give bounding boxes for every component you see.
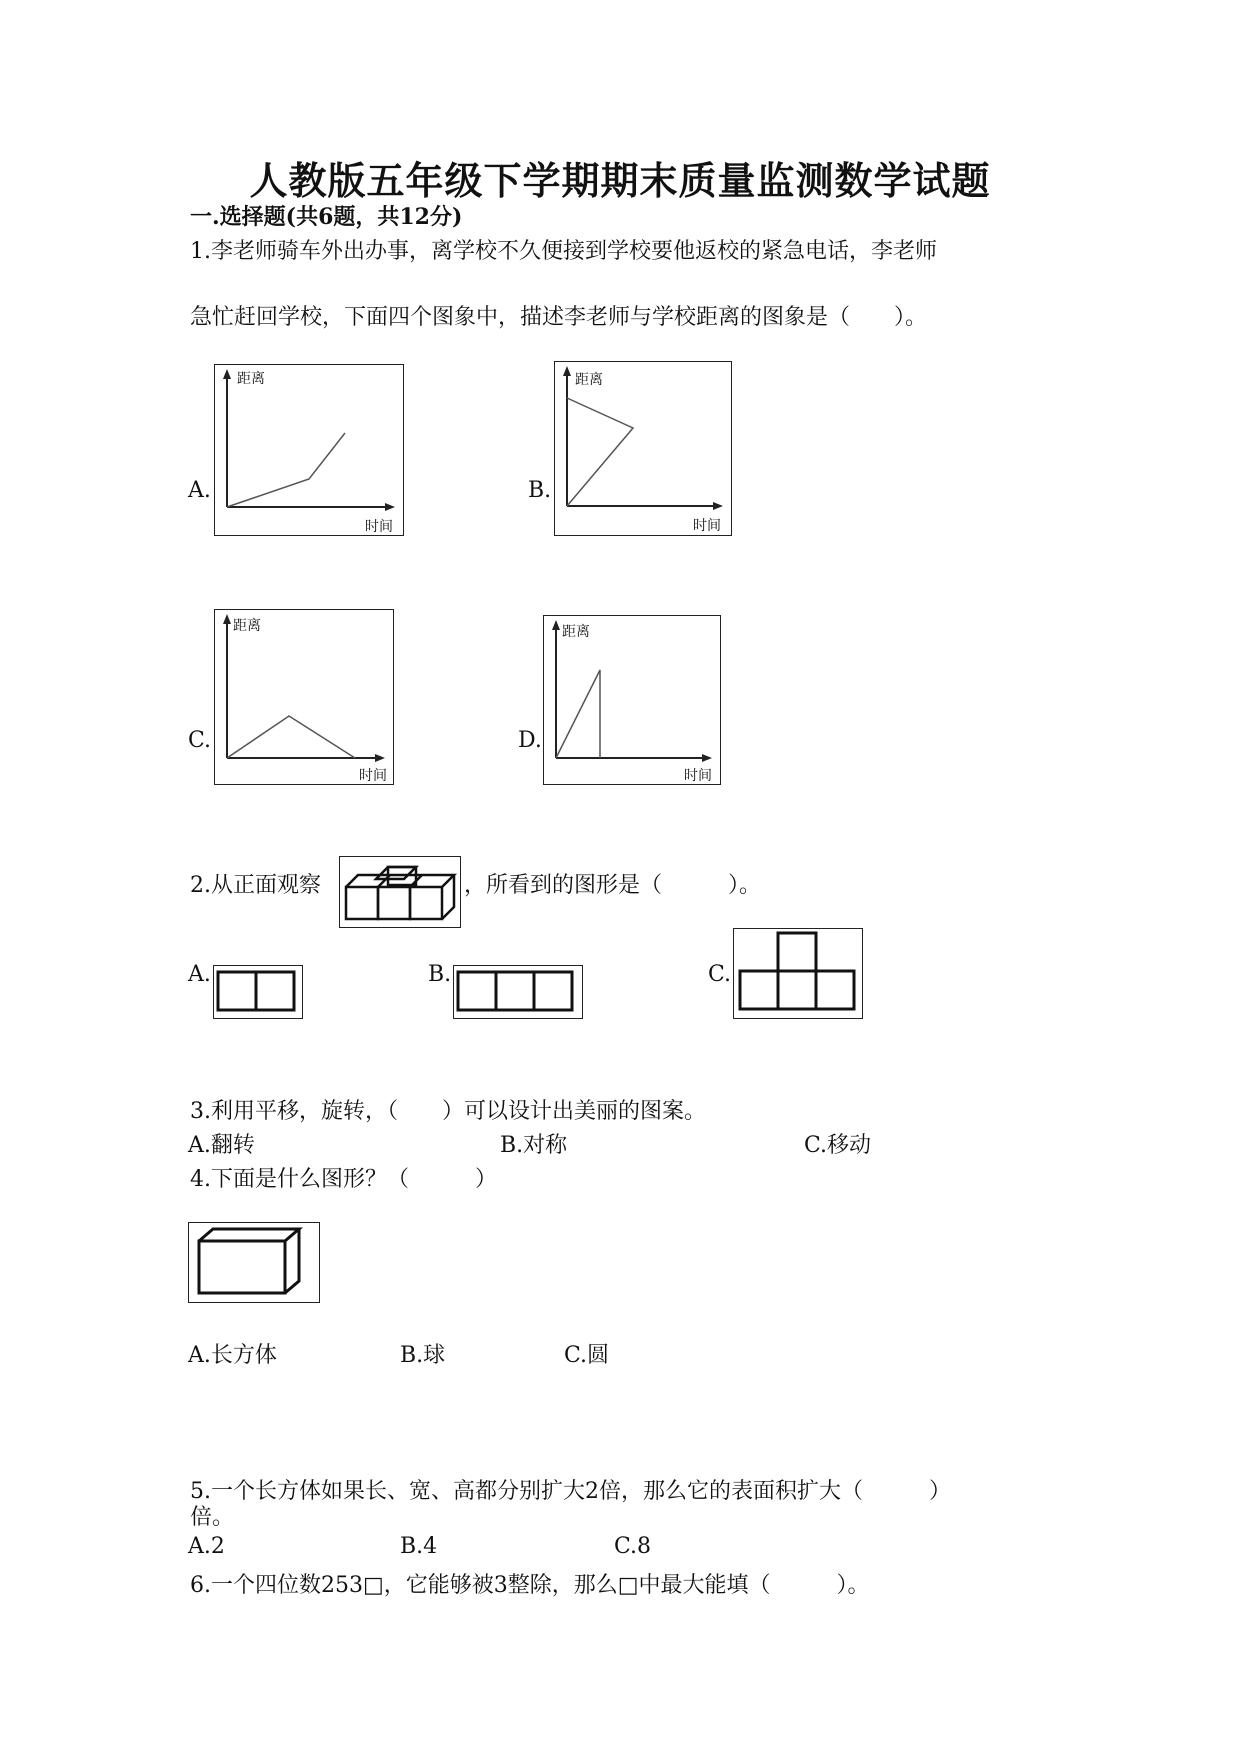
q4-option-a[interactable]: A.长方体 [188,1343,277,1368]
q5-text-line2: 倍。 [190,1505,235,1530]
q2-text-suffix: ，所看到的图形是（ ）。 [464,873,762,898]
q2-b-svg [454,966,582,1018]
q1-graph-d [543,615,721,785]
y-axis-label: 距离 [575,372,603,388]
q2-option-c-label[interactable]: C. [708,962,732,987]
y-axis-arrow [223,369,231,379]
q5-option-a[interactable]: A.2 [188,1534,225,1559]
q5-text-line1: 5.一个长方体如果长、宽、高都分别扩大2倍，那么它的表面积扩大（ ） [190,1479,951,1504]
graph-line [227,433,345,507]
q2-c-svg [734,929,862,1018]
y-axis-label: 距离 [233,618,261,634]
y-axis-label: 距离 [562,624,590,640]
section-heading: 一.选择题(共6题，共12分) [190,204,463,230]
page-title: 人教版五年级下学期期末质量监测数学试题 [249,158,991,203]
q5-option-c[interactable]: C.8 [614,1534,652,1559]
graph-d-svg [544,616,720,784]
q4-text: 4.下面是什么图形？（ ） [190,1167,497,1192]
q1-graph-c [214,609,394,785]
q2-option-c-figure [733,928,863,1019]
q2-3d-blocks-figure [339,856,461,928]
q1-option-c-label[interactable]: C. [188,728,212,753]
y-axis-arrow [223,614,231,624]
q5-option-b[interactable]: B.4 [400,1534,438,1559]
x-axis-arrow [713,502,723,510]
q3-option-b[interactable]: B.对称 [500,1133,568,1158]
q2-text-prefix: 2.从正面观察 [190,873,321,898]
graph-line [556,670,600,758]
q2-option-b-label[interactable]: B. [428,962,452,987]
q1-text-line2: 急忙赶回学校，下面四个图象中，描述李老师与学校距离的图象是（ ）。 [190,305,928,330]
q1-option-a-label[interactable]: A. [188,478,211,503]
q4-option-b[interactable]: B.球 [400,1343,446,1368]
q1-option-d-label[interactable]: D. [518,728,542,753]
q3-text: 3.利用平移，旋转，（ ）可以设计出美丽的图案。 [190,1099,706,1124]
x-axis-label: 时间 [365,519,393,535]
y-axis-label: 距离 [237,371,265,387]
graph-a-svg [215,365,403,535]
q6-text: 6.一个四位数253□，它能够被3整除，那么□中最大能填（ ）。 [190,1573,870,1598]
q2-option-b-figure [453,965,583,1019]
graph-line [227,716,355,758]
y-axis-arrow [552,620,560,630]
graph-line [567,398,633,506]
q1-option-b-label[interactable]: B. [528,478,552,503]
q2-option-a-figure [213,965,303,1019]
y-axis-arrow [563,366,571,376]
q4-option-c[interactable]: C.圆 [564,1343,610,1368]
graph-b-svg [555,362,731,535]
blocks-svg [340,857,460,927]
q3-option-a[interactable]: A.翻转 [188,1133,255,1158]
x-axis-label: 时间 [359,768,387,784]
x-axis-arrow [375,754,385,762]
q1-text-line1: 1.李老师骑车外出办事，离学校不久便接到学校要他返校的紧急电话，李老师 [190,239,937,264]
q2-option-a-label[interactable]: A. [188,962,211,987]
x-axis-arrow [702,754,712,762]
q2-a-svg [214,966,302,1018]
x-axis-label: 时间 [693,518,721,534]
graph-c-svg [215,610,393,784]
x-axis-label: 时间 [684,768,712,784]
q1-graph-b [554,361,732,536]
x-axis-arrow [385,503,395,511]
q4-cuboid-figure [188,1222,320,1303]
q3-option-c[interactable]: C.移动 [804,1133,872,1158]
cuboid-svg [189,1223,319,1302]
blocks-drawing [346,867,454,919]
q1-graph-a [214,364,404,536]
